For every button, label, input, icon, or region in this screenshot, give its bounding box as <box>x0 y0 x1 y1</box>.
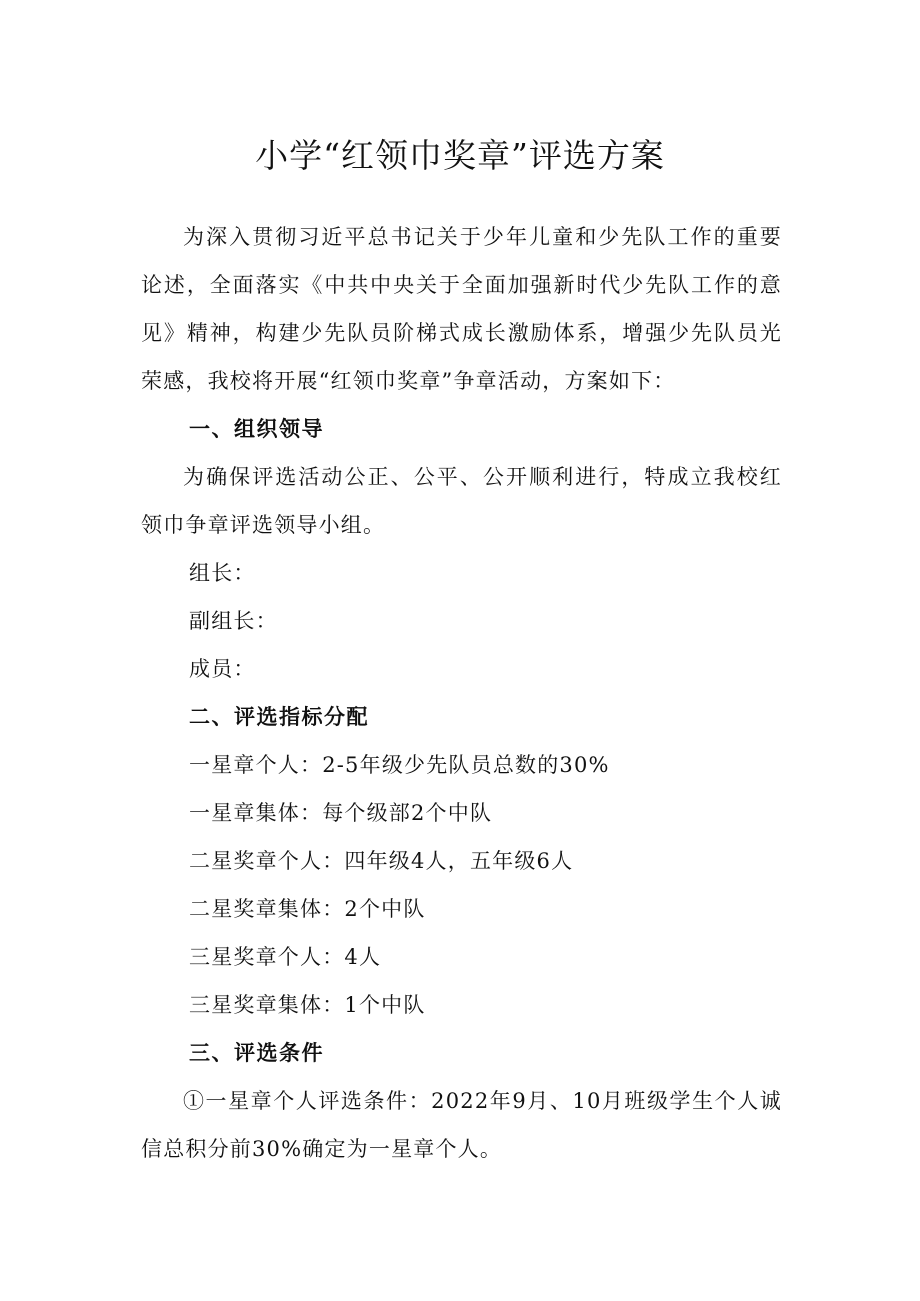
quota-item: 三星奖章个人：4人 <box>189 945 382 969</box>
criteria-paragraph: ①一星章个人评选条件：2022年9月、10月班级学生个人诚信总积分前30%确定为一星章个人。 <box>141 1089 782 1161</box>
quota-item: 二星奖章个人：四年级4人，五年级6人 <box>189 849 574 873</box>
quota-item: 二星奖章集体：2个中队 <box>189 897 426 921</box>
intro-paragraph: 为深入贯彻习近平总书记关于少年儿童和少先队工作的重要论述，全面落实《中共中央关于全面加强新时代少先队工作的意见》精神，构建少先队员阶梯式成长激励体系，增强少先队员光荣感，我校将开展“红领巾奖章”争章活动，方案如下： <box>141 225 782 393</box>
quota-item: 三星奖章集体：1个中队 <box>189 993 426 1017</box>
section-heading-organization: 一、组织领导 <box>189 417 324 441</box>
members-line: 成员： <box>189 657 256 681</box>
deputy-leader-line: 副组长： <box>189 609 278 633</box>
quota-item: 一星章集体：每个级部2个中队 <box>189 801 493 825</box>
section-heading-quota: 二、评选指标分配 <box>189 705 369 729</box>
document-title: 小学“红领巾奖章”评选方案 <box>255 136 665 175</box>
quota-item: 一星章个人：2-5年级少先队员总数的30% <box>189 753 610 777</box>
leader-line: 组长： <box>189 561 256 585</box>
organization-paragraph: 为确保评选活动公正、公平、公开顺利进行，特成立我校红领巾争章评选领导小组。 <box>141 465 782 537</box>
section-heading-criteria: 三、评选条件 <box>189 1041 324 1065</box>
